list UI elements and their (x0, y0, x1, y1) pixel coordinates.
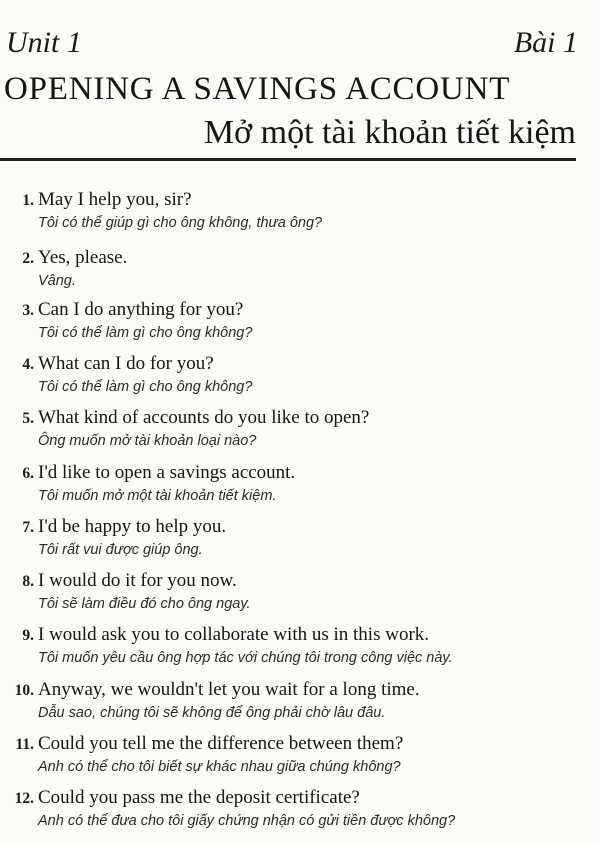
item-number: 12. (14, 790, 34, 807)
item-number: 11. (15, 736, 34, 753)
vietnamese-translation: Anh có thể cho tôi biết sự khác nhau giữa chúng không? (38, 759, 401, 775)
english-sentence: I would ask you to collaborate with us in this work. (38, 624, 430, 645)
english-sentence: What can I do for you? (38, 353, 214, 374)
unit-label: Unit 1 (6, 26, 82, 59)
english-sentence: I'd be happy to help you. (38, 516, 227, 537)
item-number: 10. (14, 682, 34, 699)
vietnamese-translation: Tôi sẽ làm điều đó cho ông ngay. (38, 596, 251, 612)
english-sentence: Anyway, we wouldn't let you wait for a long time. (38, 679, 420, 700)
english-sentence: Yes, please. (38, 247, 128, 268)
item-number: 3. (22, 302, 34, 319)
phrase-item (0, 678, 600, 726)
vietnamese-translation: Tôi muốn mở một tài khoản tiết kiệm. (38, 488, 277, 504)
item-number: 4. (22, 356, 34, 373)
item-number: 6. (22, 465, 34, 482)
vietnamese-translation: Ông muốn mở tài khoản loại nào? (38, 433, 257, 449)
item-number: 5. (22, 410, 34, 427)
title-english: OPENING A SAVINGS ACCOUNT (4, 71, 511, 107)
english-sentence: What kind of accounts do you like to open? (38, 407, 370, 428)
vietnamese-translation: Tôi có thể giúp gì cho ông không, thưa ông? (38, 215, 323, 231)
phrase-item (0, 732, 600, 780)
vietnamese-translation: Vâng. (38, 273, 76, 289)
phrase-item (0, 569, 600, 617)
phrase-item (0, 188, 600, 236)
phrase-item (0, 515, 600, 563)
title-vietnamese: Mở một tài khoản tiết kiệm (203, 114, 576, 151)
phrase-item (0, 461, 600, 509)
title-divider (0, 158, 576, 161)
vietnamese-translation: Tôi có thể làm gì cho ông không? (38, 325, 253, 341)
vietnamese-translation: Tôi rất vui được giúp ông. (38, 542, 203, 558)
phrase-item (0, 623, 600, 671)
item-number: 9. (22, 627, 34, 644)
english-sentence: May I help you, sir? (38, 189, 192, 210)
item-number: 8. (22, 573, 34, 590)
vietnamese-translation: Anh có thể đưa cho tôi giấy chứng nhận có gửi tiền được không? (38, 813, 456, 829)
phrase-item (0, 786, 600, 834)
english-sentence: I'd like to open a savings account. (38, 462, 296, 483)
item-number: 7. (22, 519, 34, 536)
lesson-label: Bài 1 (513, 26, 578, 59)
english-sentence: Could you tell me the difference between them? (38, 733, 404, 754)
phrase-item (0, 246, 600, 294)
vietnamese-translation: Tôi muốn yêu cầu ông hợp tác với chúng tôi trong công việc này. (38, 650, 453, 666)
vietnamese-translation: Tôi có thể làm gì cho ông không? (38, 379, 253, 395)
english-sentence: Can I do anything for you? (38, 299, 244, 320)
phrase-item (0, 406, 600, 454)
phrase-item (0, 298, 600, 346)
vietnamese-translation: Dẫu sao, chúng tôi sẽ không để ông phải chờ lâu đâu. (38, 705, 386, 721)
item-number: 2. (22, 250, 34, 267)
english-sentence: I would do it for you now. (38, 570, 237, 591)
english-sentence: Could you pass me the deposit certificate? (38, 787, 360, 808)
item-number: 1. (22, 192, 34, 209)
phrase-item (0, 352, 600, 400)
